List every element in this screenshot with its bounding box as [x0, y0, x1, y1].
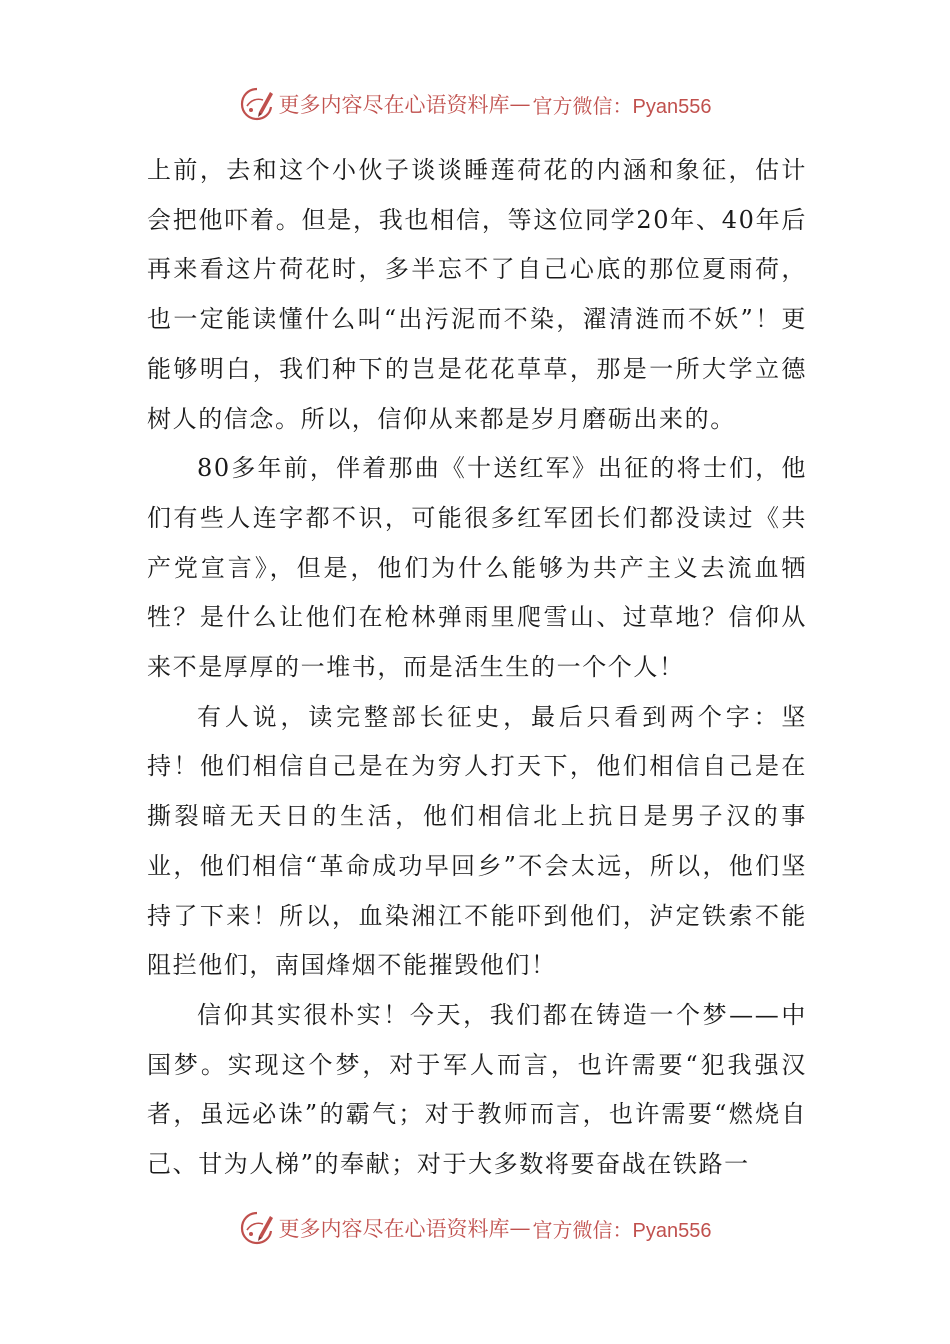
banner-brand-text: 更多内容尽在心语资料库 — [278, 93, 510, 117]
paragraph: 80多年前，伴着那曲《十送红军》出征的将士们，他们有些人连字都不识，可能很多红军团长们都没读过《共产党宣言》，但是，他们为什么能够为共产主义去流血牺牲？是什么让他们在枪林弹雨里爬雪山、过草地？信仰从来不是厚厚的一堆书，而是活生生的一个个人！ — [147, 454, 807, 682]
banner-wechat-text: 官方微信：Pyan556 — [532, 1219, 712, 1242]
pen-nib-logo-icon — [239, 86, 275, 122]
document-body — [147, 146, 807, 1190]
banner-separator: — — [509, 92, 531, 116]
banner-brand-text: 更多内容尽在心语资料库 — [278, 1217, 510, 1241]
banner-wechat-text: 官方微信：Pyan556 — [532, 95, 712, 118]
paragraph: 上前，去和这个小伙子谈谈睡莲荷花的内涵和象征，估计会把他吓着。但是，我也相信，等这位同学20年、40年后再来看这片荷花时，多半忘不了自己心底的那位夏雨荷，也一定能读懂什么叫“出污泥而不染，濯清涟而不妖”！更能够明白，我们种下的岂是花花草草，那是一所大学立德树人的信念。所以，信仰从来都是岁月磨砺出来的。 — [147, 156, 807, 433]
footer-banner — [0, 1208, 950, 1248]
paragraph: 信仰其实很朴实！今天，我们都在铸造一个梦——中国梦。实现这个梦，对于军人而言，也许需要“犯我强汉者，虽远必诛”的霸气；对于教师而言，也许需要“燃烧自己、甘为人梯”的奉献；对于大多数将要奋战在铁路一 — [147, 1000, 807, 1179]
header-banner — [0, 84, 950, 124]
pen-nib-logo-icon — [239, 1210, 275, 1246]
paragraph: 有人说，读完整部长征史，最后只看到两个字：坚持！他们相信自己是在为穷人打天下，他们相信自己是在撕裂暗无天日的生活，他们相信北上抗日是男子汉的事业，他们相信“革命成功早回乡”不会太远，所以，他们坚持了下来！所以，血染湘江不能吓到他们，泸定铁索不能阻拦他们，南国烽烟不能摧毁他们！ — [147, 702, 807, 980]
banner-separator: — — [509, 1216, 531, 1240]
